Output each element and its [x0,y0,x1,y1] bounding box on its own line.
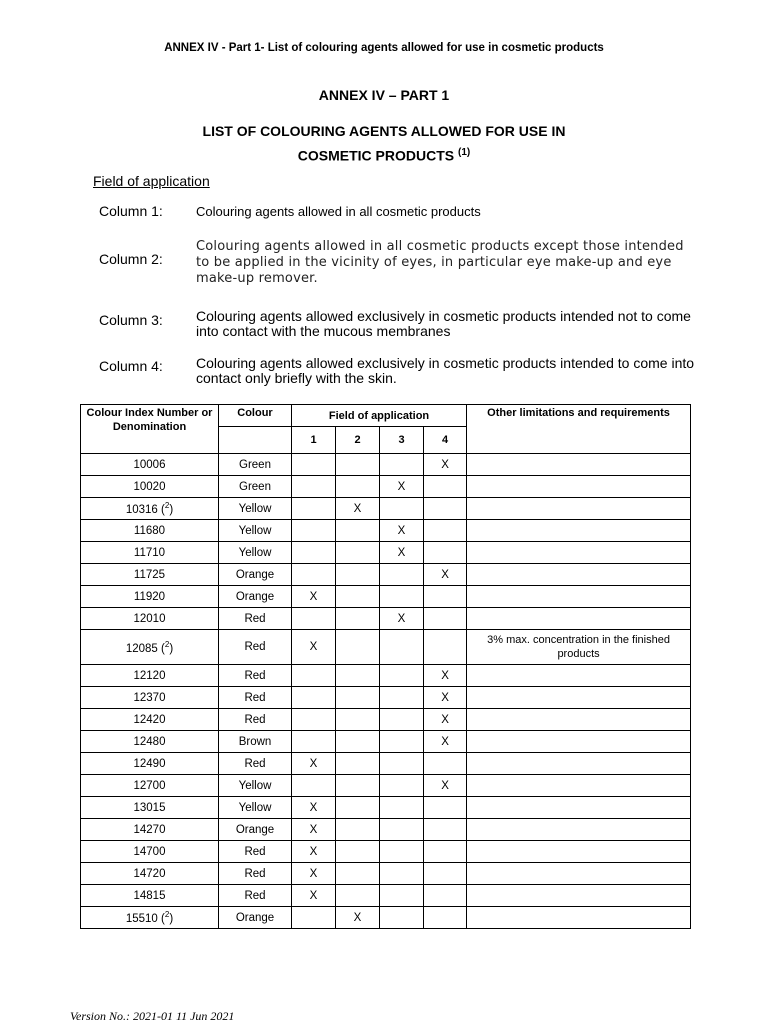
cell-other-limitations [467,454,691,476]
table-row [81,907,691,929]
cell-colour-index [81,665,219,687]
footnote-ref: 2 [164,639,170,649]
colour-index-number: 11710 [133,546,166,559]
cell-other-limitations [467,753,691,775]
table-row [81,863,691,885]
column-1-description: Colouring agents allowed in all cosmetic products [196,204,481,219]
header-other-limitations: Other limitations and requirements [467,405,691,454]
cell-field-3 [380,630,424,665]
footnote-close: ) [169,503,174,516]
cell-colour-index [81,498,219,520]
colour-index-number: 12010 [133,612,166,625]
cell-field-4 [424,586,467,608]
cell-field-1 [292,907,336,929]
cell-field-1 [292,665,336,687]
cell-other-limitations [467,907,691,929]
footnote-close: ) [169,912,174,925]
cell-field-2 [336,564,380,586]
colour-index-number: 14270 [133,823,166,836]
cell-field-2 [336,542,380,564]
table-row [81,630,691,665]
colour-index-number: 12420 [133,713,166,726]
header-field-4: 4 [424,427,467,454]
cell-field-4 [424,841,467,863]
cell-colour-index [81,841,219,863]
list-title-line2: COSMETIC PRODUCTS [297,147,455,164]
cell-field-4: X [424,665,467,687]
cell-field-2 [336,454,380,476]
cell-colour-index [81,775,219,797]
cell-field-1 [292,564,336,586]
cell-colour: Green [219,476,292,498]
cell-field-4 [424,863,467,885]
cell-colour-index [81,819,219,841]
cell-field-1 [292,687,336,709]
table-row [81,498,691,520]
cell-field-2 [336,819,380,841]
cell-field-4 [424,542,467,564]
header-field-3: 3 [380,427,424,454]
cell-other-limitations [467,775,691,797]
field-of-application-heading: Field of application [93,173,210,189]
footnote-ref: 2 [164,501,170,511]
cell-field-2 [336,630,380,665]
cell-field-1: X [292,841,336,863]
cell-field-1 [292,542,336,564]
colour-index-number: 14720 [133,867,166,880]
cell-field-3 [380,819,424,841]
cell-field-1 [292,731,336,753]
cell-colour: Red [219,753,292,775]
header-field-of-application: Field of application [292,405,467,427]
cell-field-2: X [336,498,380,520]
cell-colour-index [81,542,219,564]
cell-field-4 [424,819,467,841]
running-header: ANNEX IV - Part 1- List of colouring agents allowed for use in cosmetic products [164,42,604,54]
header-colour-index: Colour Index Number or Denomination [81,405,219,454]
colour-index-number: 12490 [133,757,166,770]
table-row [81,542,691,564]
table-row [81,476,691,498]
header-field-1: 1 [292,427,336,454]
cell-colour-index [81,863,219,885]
cell-colour-index [81,731,219,753]
cell-field-1: X [292,586,336,608]
cell-field-2 [336,687,380,709]
cell-field-3: X [380,608,424,630]
cell-field-4 [424,797,467,819]
cell-field-3 [380,564,424,586]
table-body [81,454,691,929]
colour-index-number: 11680 [133,524,166,537]
table-row [81,709,691,731]
cell-field-1 [292,608,336,630]
table-row [81,885,691,907]
cell-colour-index [81,454,219,476]
cell-field-4 [424,608,467,630]
cell-field-4: X [424,687,467,709]
cell-other-limitations [467,885,691,907]
cell-field-1 [292,476,336,498]
cell-field-3 [380,586,424,608]
cell-colour: Orange [219,819,292,841]
cell-field-2: X [336,907,380,929]
cell-colour-index [81,753,219,775]
cell-colour: Orange [219,564,292,586]
cell-colour: Red [219,709,292,731]
cell-colour: Red [219,885,292,907]
table-row [81,775,691,797]
header-field-2: 2 [336,427,380,454]
cell-field-3 [380,454,424,476]
cell-field-3 [380,753,424,775]
column-2-label: Column 2: [99,251,163,267]
cell-colour: Brown [219,731,292,753]
cell-colour-index [81,687,219,709]
cell-field-3 [380,863,424,885]
header-colour: Colour [219,405,292,427]
cell-field-1: X [292,885,336,907]
cell-field-1: X [292,863,336,885]
cell-colour-index [81,586,219,608]
table-row [81,687,691,709]
cell-field-1 [292,520,336,542]
cell-field-3 [380,775,424,797]
colour-index-number: 10020 [133,480,166,493]
cell-colour: Green [219,454,292,476]
cell-field-3 [380,841,424,863]
cell-field-1 [292,775,336,797]
list-title [0,121,768,167]
cell-field-2 [336,841,380,863]
colour-index-number: 10316 ( [125,503,165,516]
cell-colour-index [81,907,219,929]
table-row [81,841,691,863]
cell-field-2 [336,731,380,753]
cell-other-limitations [467,797,691,819]
colour-index-number: 12700 [133,779,166,792]
cell-field-2 [336,709,380,731]
cell-field-1: X [292,630,336,665]
cell-field-4 [424,753,467,775]
colour-index-number: 12480 [133,735,166,748]
cell-colour-index [81,476,219,498]
cell-other-limitations [467,586,691,608]
cell-field-4 [424,476,467,498]
cell-other-limitations [467,542,691,564]
colour-index-number: 12120 [133,669,166,682]
colour-index-number: 14700 [133,845,166,858]
cell-field-4: X [424,775,467,797]
cell-other-limitations [467,608,691,630]
footnote-close: ) [169,642,174,655]
column-3-label: Column 3: [99,312,163,328]
cell-field-2 [336,586,380,608]
cell-field-3 [380,709,424,731]
cell-field-4 [424,520,467,542]
cell-field-2 [336,863,380,885]
cell-field-3 [380,731,424,753]
cell-field-4: X [424,709,467,731]
cell-other-limitations [467,498,691,520]
annex-title: ANNEX IV – PART 1 [318,87,450,103]
table-row [81,564,691,586]
cell-field-4: X [424,564,467,586]
cell-field-2 [336,476,380,498]
colour-index-number: 12370 [133,691,166,704]
cell-colour-index [81,709,219,731]
cell-field-4 [424,907,467,929]
cell-field-4 [424,498,467,520]
footnote-ref: 2 [164,910,170,920]
column-3-description: Colouring agents allowed exclusively in cosmetic products intended not to come into contact with the mucous membranes [196,308,691,339]
cell-field-1: X [292,797,336,819]
cell-colour-index [81,564,219,586]
cell-field-3 [380,665,424,687]
cell-field-3: X [380,520,424,542]
cell-field-3 [380,687,424,709]
cell-field-1 [292,709,336,731]
cell-other-limitations: 3% max. concentration in the finished products [467,630,691,665]
cell-colour: Red [219,863,292,885]
cell-field-2 [336,608,380,630]
table-row [81,608,691,630]
table-row [81,520,691,542]
cell-colour: Red [219,608,292,630]
column-4-description: Colouring agents allowed exclusively in cosmetic products intended to come into contact only briefly with the skin. [196,355,695,386]
cell-other-limitations [467,841,691,863]
cell-other-limitations [467,731,691,753]
column-4-label: Column 4: [99,358,163,374]
cell-field-3 [380,885,424,907]
cell-colour: Red [219,687,292,709]
colouring-agents-table [80,404,691,929]
colour-index-number: 12085 ( [125,642,165,655]
cell-field-2 [336,797,380,819]
cell-other-limitations [467,520,691,542]
list-title-footnote: (1) [458,147,471,158]
cell-colour: Yellow [219,520,292,542]
cell-colour-index [81,885,219,907]
table-row [81,797,691,819]
cell-field-4 [424,885,467,907]
table-row [81,731,691,753]
cell-colour-index [81,608,219,630]
cell-field-4: X [424,454,467,476]
cell-field-3 [380,498,424,520]
cell-colour: Orange [219,907,292,929]
cell-colour-index [81,520,219,542]
colour-index-number: 15510 ( [125,912,165,925]
cell-field-4 [424,630,467,665]
cell-field-1: X [292,753,336,775]
table-row [81,819,691,841]
footer-version: Version No.: 2021-01 11 Jun 2021 [70,1009,235,1023]
column-1-label: Column 1: [99,203,163,219]
list-title-line1: LIST OF COLOURING AGENTS ALLOWED FOR USE IN [202,123,566,139]
table-row [81,586,691,608]
cell-field-2 [336,520,380,542]
header-colour-blank [219,427,292,454]
cell-field-3: X [380,542,424,564]
cell-other-limitations [467,564,691,586]
column-2-description: Colouring agents allowed in all cosmetic products except those intended to be applied in the vicinity of eyes, in particular eye make-up and eye make-up remover. [196,239,684,286]
cell-colour-index [81,630,219,665]
table-row [81,665,691,687]
cell-other-limitations [467,863,691,885]
cell-colour: Red [219,630,292,665]
cell-field-3 [380,797,424,819]
cell-field-2 [336,665,380,687]
cell-field-3 [380,907,424,929]
table-row [81,454,691,476]
cell-field-1 [292,454,336,476]
cell-other-limitations [467,709,691,731]
cell-colour-index [81,797,219,819]
cell-field-4: X [424,731,467,753]
cell-field-1 [292,498,336,520]
cell-colour: Red [219,665,292,687]
cell-colour: Orange [219,586,292,608]
cell-colour: Yellow [219,542,292,564]
cell-colour: Yellow [219,498,292,520]
cell-field-3: X [380,476,424,498]
colour-index-number: 11725 [133,568,166,581]
table-row [81,753,691,775]
colour-index-number: 14815 [133,889,166,902]
cell-other-limitations [467,687,691,709]
cell-other-limitations [467,819,691,841]
cell-field-2 [336,885,380,907]
cell-field-2 [336,775,380,797]
colour-index-number: 10006 [133,458,166,471]
cell-field-2 [336,753,380,775]
cell-other-limitations [467,476,691,498]
cell-colour: Yellow [219,775,292,797]
cell-other-limitations [467,665,691,687]
colour-index-number: 13015 [133,801,166,814]
cell-field-1: X [292,819,336,841]
colour-index-number: 11920 [133,590,166,603]
cell-colour: Red [219,841,292,863]
cell-colour: Yellow [219,797,292,819]
